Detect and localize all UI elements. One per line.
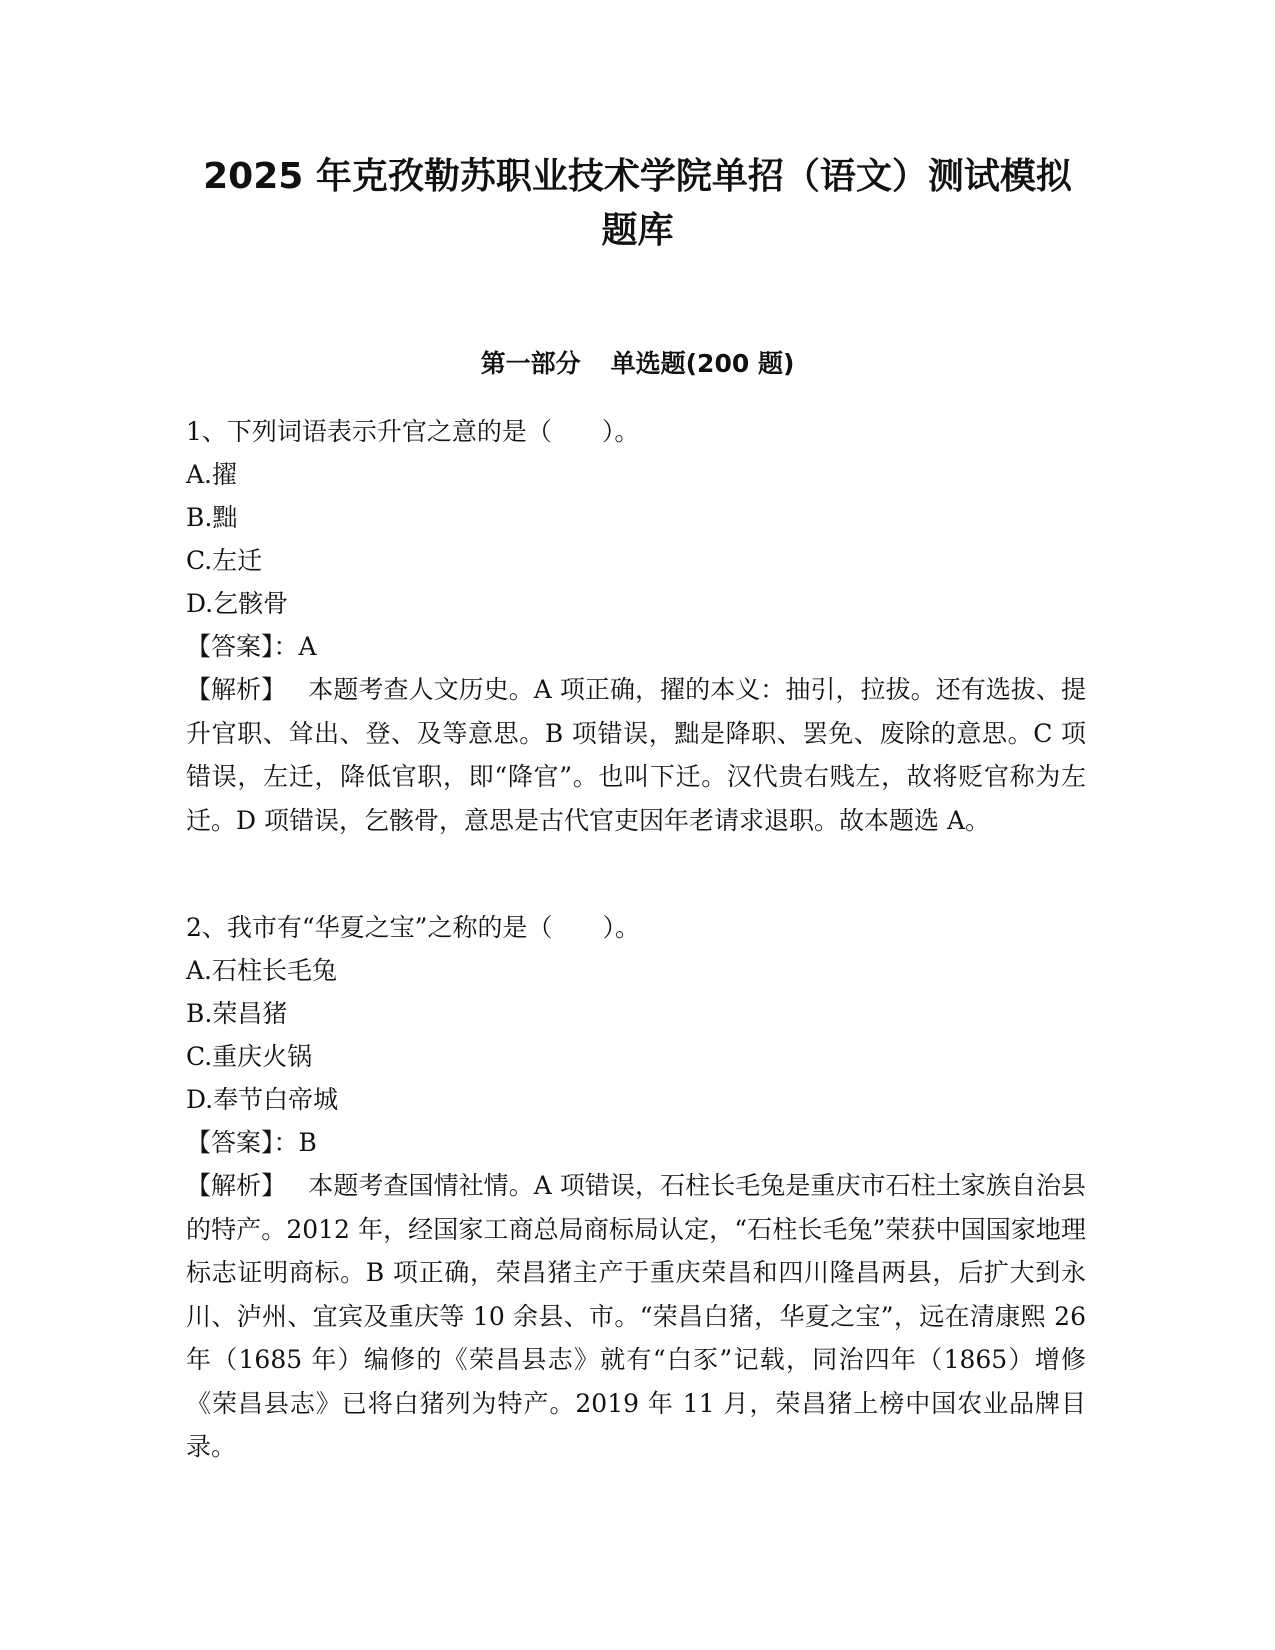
section-name: 单选题(200 题): [610, 349, 795, 378]
question-2: [186, 906, 1086, 1469]
analysis-label: 【解析】: [186, 1171, 287, 1200]
answer-label: 【答案】：: [186, 1128, 299, 1157]
option-a: A.石柱长毛兔: [186, 956, 338, 985]
analysis-block: [186, 1164, 1086, 1469]
option-d: D.乞骸骨: [186, 589, 289, 618]
question-stem: 2、我市有“华夏之宝”之称的是（ ）。: [186, 913, 640, 942]
answer-label: 【答案】：: [186, 632, 299, 661]
question-stem: 1、下列词语表示升官之意的是（ ）。: [186, 417, 640, 446]
option-d: D.奉节白帝城: [186, 1085, 339, 1114]
analysis-label: 【解析】: [186, 675, 287, 704]
option-b: B.黜: [186, 503, 238, 532]
question-1: [186, 410, 1086, 842]
title-line-2: 题库: [601, 210, 674, 251]
analysis-text: 本题考查国情社情。A 项错误，石柱长毛兔是重庆市石柱土家族自治县的特产。2012 年，经国家工商总局商标局认定，“石柱长毛兔”荣获中国国家地理标志证明商标。B 项正确，荣昌猪主产于重庆荣昌和四川隆昌两县，后扩大到永川、泸州、宜宾及重庆等 10 余县、市。“荣昌白猪，华夏之宝”，远在清康熙 26 年（1685 年）编修的《荣昌县志》就有“白豕”记载，同治四年（1865）增修《荣昌县志》已将白猪列为特产。2019 年 11 月，荣昌猪上榜中国农业品牌目录。: [186, 1171, 1086, 1461]
option-b: B.荣昌猪: [186, 999, 288, 1028]
option-c: C.重庆火锅: [186, 1042, 313, 1071]
answer-value: B: [298, 1128, 317, 1157]
answer-line: [186, 625, 1086, 668]
document-title: [160, 150, 1115, 258]
section-heading: [160, 346, 1115, 382]
section-part: 第一部分: [480, 349, 581, 378]
answer-value: A: [298, 632, 317, 661]
option-c: C.左迁: [186, 546, 263, 575]
analysis-text: 本题考查人文历史。A 项正确，擢的本义：抽引，拉拔。还有选拔、提升官职、耸出、登、及等意思。B 项错误，黜是降职、罢免、废除的意思。C 项错误，左迁，降低官职，即“降官”。也叫下迁。汉代贵右贱左，故将贬官称为左迁。D 项错误，乞骸骨，意思是古代官吏因年老请求退职。故本题选 A。: [186, 675, 1086, 835]
answer-line: [186, 1121, 1086, 1164]
analysis-block: [186, 668, 1086, 842]
title-line-1: 2025 年克孜勒苏职业技术学院单招（语文）测试模拟: [203, 156, 1072, 197]
option-a: A.擢: [186, 460, 238, 489]
